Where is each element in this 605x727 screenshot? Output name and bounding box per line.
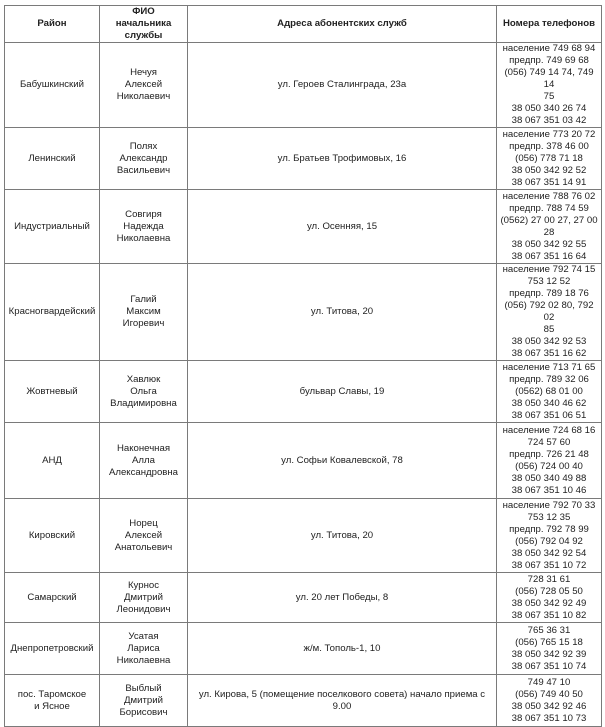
phones-cell [497,675,602,727]
chief-cell-line: Надежда [123,220,164,232]
phones-cell [497,190,602,264]
phones-cell-line: (0562) 68 01 00 [515,385,583,397]
district-cell [5,623,100,675]
address-cell: ул. Братьев Трофимовых, 16 [188,128,497,190]
header-address: Адреса абонентских служб [188,6,497,43]
phones-cell-line: население 724 68 16 [502,424,596,436]
chief-cell-line: Александровна [108,466,179,478]
chief-cell [100,264,188,361]
district-cell [5,264,100,361]
chief-cell-line: Наконечная [116,442,171,454]
phones-cell-line: предпр. 378 46 00 [509,140,589,152]
address-cell: ул. Софьи Ковалевской, 78 [188,423,497,499]
address-cell: ул. Титова, 20 [188,499,497,573]
district-cell [5,573,100,623]
phones-cell-line: 38 050 342 92 53 [511,336,587,347]
phones-cell-line: 724 57 60 [527,436,571,448]
phones-cell-line: население 792 74 15 [502,264,596,275]
phones-cell-line: 753 12 52 [527,276,571,287]
phones-cell-line: 38 067 351 10 74 [511,660,587,672]
phones-cell-line: 38 067 351 10 72 [511,559,587,571]
phones-cell-line: 85 [543,324,555,335]
chief-cell [100,623,188,675]
phones-cell-line: 749 47 10 [527,676,571,688]
phones-cell-line: (056) 792 02 80, 792 02 [504,300,594,323]
table-body [5,43,602,727]
phones-cell-line: (056) 792 04 92 [515,535,583,547]
chief-cell [100,361,188,423]
phones-cell [497,128,602,190]
phones-cell-line: 38 067 351 03 42 [511,115,587,126]
district-cell-line: Жовтневый [26,385,78,397]
chief-cell-line: Норец [129,517,158,529]
table-header-row [5,6,602,43]
address-cell: ж/м. Тополь-1, 10 [188,623,497,675]
district-cell-line: Бабушкинский [20,79,84,90]
chief-cell [100,675,188,727]
district-cell-line: Ленинский [28,152,76,164]
chief-cell-line: Лариса [127,642,160,654]
phones-cell-line: население 713 71 65 [502,361,596,373]
district-cell-line: Красногвардейский [8,306,96,317]
header-phones: Номера телефонов [497,6,602,43]
phones-cell-line: (056) 724 00 40 [515,460,583,472]
phones-cell [497,499,602,573]
chief-cell-line: Хавлюк [126,373,161,385]
phones-cell-line: предпр. 789 32 06 [509,373,589,385]
chief-cell-line: Владимировна [110,397,177,409]
phones-cell-line: (056) 728 05 50 [515,585,583,597]
district-cell-line: Индустриальный [14,220,90,232]
address-cell: ул. Осенняя, 15 [188,190,497,264]
chief-cell [100,128,188,190]
phones-cell-line: 38 067 351 14 91 [511,176,587,188]
phones-cell [497,43,602,128]
phones-cell-line: (056) 749 40 50 [515,688,583,700]
phones-cell [497,264,602,361]
phones-cell-line: (056) 749 14 74, 749 14 [504,67,594,90]
phones-cell-line: (056) 765 15 18 [515,636,583,648]
phones-cell-line: 38 067 351 16 64 [511,250,587,262]
district-cell-line: пос. Таромское [17,688,87,700]
table-row [5,499,602,573]
phones-cell-line: предпр. 749 69 68 [509,55,589,66]
chief-cell [100,499,188,573]
chief-cell-line: Васильевич [116,164,171,176]
phones-cell-line: 75 [543,91,555,102]
phones-cell-line: 38 050 342 92 52 [511,164,587,176]
phones-cell [497,361,602,423]
district-cell [5,499,100,573]
chief-cell-line: Максим [126,306,161,317]
district-cell [5,675,100,727]
district-cell [5,128,100,190]
chief-cell-line: Игоревич [122,318,165,329]
table-row [5,128,602,190]
phones-cell-line: население 773 20 72 [502,128,596,140]
phones-cell-line: 38 050 342 92 39 [511,648,587,660]
phones-cell [497,623,602,675]
phones-cell-line: 38 050 340 46 62 [511,397,587,409]
district-cell-line: АНД [42,454,62,466]
table-row [5,423,602,499]
phones-cell-line: 728 31 61 [527,573,571,585]
chief-cell-line: Усатая [128,630,159,642]
chief-cell-line: Дмитрий [124,694,163,706]
phones-cell-line: 38 067 351 10 46 [511,484,587,496]
chief-cell-line: Николаевна [116,654,171,666]
chief-cell [100,423,188,499]
phones-cell-line: 38 050 340 49 88 [511,472,587,484]
chief-cell-line: Николаевна [116,232,171,244]
chief-cell-line: Дмитрий [124,591,163,603]
chief-cell-line: Полях [129,140,158,152]
phones-cell-line: 28 [543,226,555,238]
phones-cell-line: 753 12 35 [527,511,571,523]
phones-cell-line: (0562) 27 00 27, 27 00 [500,214,598,226]
phones-cell-line: 38 067 351 06 51 [511,409,587,421]
chief-cell-line: Ольга [130,385,157,397]
table-row [5,43,602,128]
address-cell: ул. Героев Сталинграда, 23а [188,43,497,128]
phones-cell-line: население 792 70 33 [502,499,596,511]
chief-cell [100,190,188,264]
chief-cell [100,43,188,128]
table-row [5,675,602,727]
chief-cell-line: Курнос [127,579,160,591]
chief-cell-line: Совгиря [125,208,162,220]
district-cell-line: и Ясное [34,700,70,712]
district-cell [5,361,100,423]
phones-cell-line: население 788 76 02 [502,190,596,202]
header-chief-line: ФИО [132,6,155,17]
district-cell [5,190,100,264]
header-chief-line: начальника [115,18,172,29]
phones-cell-line: 38 067 351 10 82 [511,609,587,621]
table-row [5,623,602,675]
phones-cell [497,423,602,499]
chief-cell-line: Нечуя [130,67,157,78]
chief-cell-line: Выблый [125,682,162,694]
district-cell [5,43,100,128]
table-row [5,190,602,264]
phones-cell-line: 38 050 340 26 74 [511,103,587,114]
header-chief-line: службы [124,30,163,41]
phones-cell-line: 765 36 31 [527,624,571,636]
phones-cell-line: предпр. 792 78 99 [509,523,589,535]
phones-cell-line: 38 050 342 92 55 [511,238,587,250]
table-row [5,573,602,623]
chief-cell-line: Николаевич [116,91,171,102]
header-chief [100,6,188,43]
district-cell [5,423,100,499]
phones-cell-line: (056) 778 71 18 [515,152,583,164]
chief-cell-line: Алексей [124,529,163,541]
chief-cell-line: Галий [130,294,157,305]
chief-cell-line: Александр [119,152,168,164]
address-cell: ул. Титова, 20 [188,264,497,361]
district-cell-line: Днепропетровский [10,642,94,654]
phones-cell-line: предпр. 788 74 59 [509,202,589,214]
table-row [5,264,602,361]
chief-cell-line: Борисович [119,706,168,718]
phones-cell [497,573,602,623]
address-cell: ул. Кирова, 5 (помещение поселкового совета) начало приема с 9.00 [188,675,497,727]
phones-cell-line: 38 067 351 16 62 [511,348,587,359]
phones-cell-line: предпр. 726 21 48 [509,448,589,460]
address-cell: бульвар Славы, 19 [188,361,497,423]
phones-cell-line: 38 067 351 10 73 [511,712,587,724]
phones-cell-line: предпр. 789 18 76 [509,288,589,299]
phones-cell-line: 38 050 342 92 54 [511,547,587,559]
subscriber-services-table [4,5,602,727]
chief-cell-line: Алла [132,454,155,466]
phones-cell-line: 38 050 342 92 46 [511,700,587,712]
district-cell-line: Самарский [27,591,77,603]
chief-cell-line: Алексей [124,79,163,90]
chief-cell [100,573,188,623]
phones-cell-line: 38 050 342 92 49 [511,597,587,609]
table-row [5,361,602,423]
chief-cell-line: Анатольевич [114,541,173,553]
phones-cell-line: население 749 68 94 [502,43,596,54]
address-cell: ул. 20 лет Победы, 8 [188,573,497,623]
header-district: Район [5,6,100,43]
chief-cell-line: Леонидович [116,603,171,615]
district-cell-line: Кировский [28,529,76,541]
